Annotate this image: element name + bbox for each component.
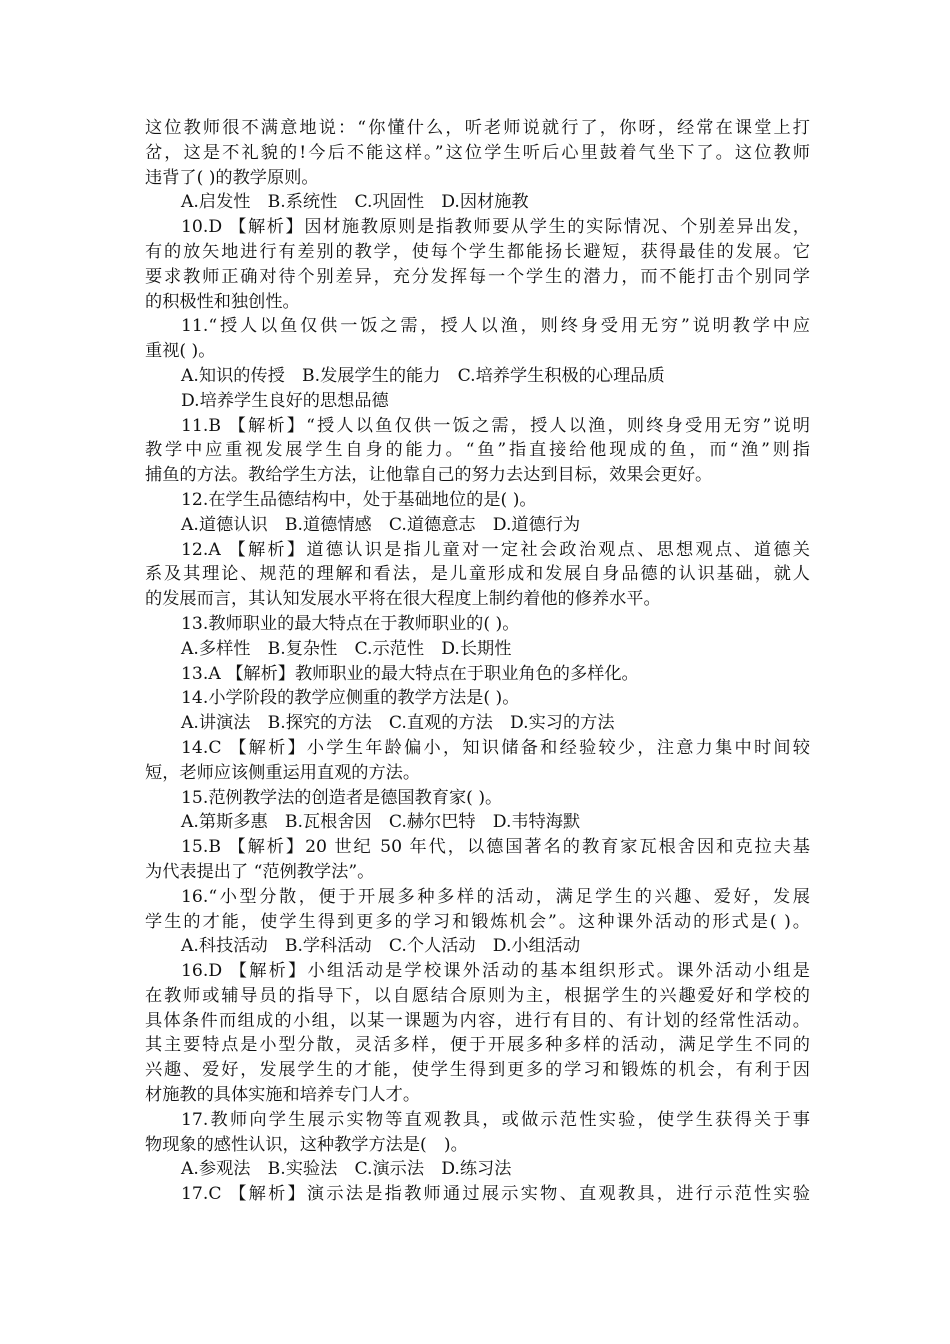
text-line: A.参观法 B.实验法 C.演示法 D.练习法 [181,1159,512,1180]
text-line: 教学中应重视发展学生自身的能力。“鱼”指直接给他现成的鱼，而“渔”则指 [145,440,810,461]
text-line: 14.C 【解析】小学生年龄偏小，知识储备和经验较少，注意力集中时间较 [181,737,810,758]
text-line: 10.D 【解析】因材施教原则是指教师要从学生的实际情况、个别差异出发， [181,217,810,238]
text-line: 学生的才能，使学生得到更多的学习和锻炼机会”。这种课外活动的形式是( )。 [145,911,810,932]
text-line: 为代表提出了 “范例教学法”。 [145,861,375,882]
text-line: A.第斯多惠 B.瓦根舍因 C.赫尔巴特 D.韦特海默 [181,812,581,833]
text-line: 捕鱼的方法。教给学生方法，让他靠自己的努力去达到目标，效果会更好。 [145,465,713,486]
text-line: 这位教师很不满意地说：“你懂什么，听老师说就行了，你呀，经常在课堂上打 [145,118,810,138]
text-line: 其主要特点是小型分散，灵活多样，便于开展多种多样的活动，满足学生不同的 [145,1035,810,1056]
text-line: 的发展而言，其认知发展水平将在很大程度上制约着他的修养水平。 [145,589,661,610]
text-line: 15.范例教学法的创造者是德国教育家( )。 [181,787,503,808]
text-line: 14.小学阶段的教学应侧重的教学方法是( )。 [181,688,520,709]
text-line: A.道德认识 B.道德情感 C.道德意志 D.道德行为 [181,514,581,535]
text-line: A.科技活动 B.学科活动 C.个人活动 D.小组活动 [181,936,581,957]
text-line: A.多样性 B.复杂性 C.示范性 D.长期性 [181,638,512,659]
text-line: 材施教的具体实施和培养专门人才。 [145,1085,421,1106]
text-line: A.讲演法 B.探究的方法 C.直观的方法 D.实习的方法 [181,713,615,734]
text-line: 12.在学生品德结构中，处于基础地位的是( )。 [181,489,537,510]
text-line: 物现象的感性认识，这种教学方法是( )。 [145,1134,468,1155]
text-line: 要求教师正确对待个别差异，充分发挥每一个学生的潜力，而不能打击个别同学 [145,266,810,287]
text-line: 17.C 【解析】演示法是指教师通过展示实物、直观教具，进行示范性实验 [181,1184,810,1205]
text-line: 具体条件而组成的小组，以某一课题为内容，进行有目的、有计划的经常性活动。 [145,1010,810,1031]
text-line: 在教师或辅导员的指导下，以自愿结合原则为主，根据学生的兴趣爱好和学校的 [145,985,810,1006]
document-body [145,116,810,1207]
text-line: 17.教师向学生展示实物等直观教具，或做示范性实验，使学生获得关于事 [181,1109,810,1130]
text-line: A.知识的传授 B.发展学生的能力 C.培养学生积极的心理品质 [181,365,665,386]
text-line: 13.教师职业的最大特点在于教师职业的( )。 [181,613,520,634]
text-line: 岔，这是不礼貌的!今后不能这样。”这位学生听后心里鼓着气坐下了。这位教师 [145,142,810,163]
text-line: 11.“授人以鱼仅供一饭之需，授人以渔，则终身受用无穷”说明教学中应 [181,316,810,337]
text-line: D.培养学生良好的思想品德 [181,390,389,411]
text-line: 12.A 【解析】道德认识是指儿童对一定社会政治观点、思想观点、道德关 [181,539,810,560]
text-line: 兴趣、爱好，发展学生的才能，使学生得到更多的学习和锻炼的机会，有利于因 [145,1060,810,1081]
text-line: 有的放矢地进行有差别的教学，使每个学生都能扬长避短，获得最佳的发展。它 [145,241,810,262]
text-line: 13.A 【解析】教师职业的最大特点在于职业角色的多样化。 [181,663,639,684]
text-line: 11.B 【解析】“授人以鱼仅供一饭之需，授人以渔，则终身受用无穷”说明 [181,415,810,436]
text-line: 16.D 【解析】小组活动是学校课外活动的基本组织形式。课外活动小组是 [181,961,810,982]
text-line: 系及其理论、规范的理解和看法，是儿童形成和发展自身品德的认识基础，就人 [145,564,810,585]
text-line: 16.“小型分散，便于开展多种多样的活动，满足学生的兴趣、爱好，发展 [181,886,810,907]
text-line: 15.B 【解析】20 世纪 50 年代，以德国著名的教育家瓦根舍因和克拉夫基 [181,837,810,858]
text-line: 违背了( )的教学原则。 [145,167,319,188]
text-line: 重视( )。 [145,341,216,362]
text-line: 短，老师应该侧重运用直观的方法。 [145,762,421,783]
text-line: 的积极性和独创性。 [145,291,300,312]
text-line: A.启发性 B.系统性 C.巩固性 D.因材施教 [181,192,529,213]
